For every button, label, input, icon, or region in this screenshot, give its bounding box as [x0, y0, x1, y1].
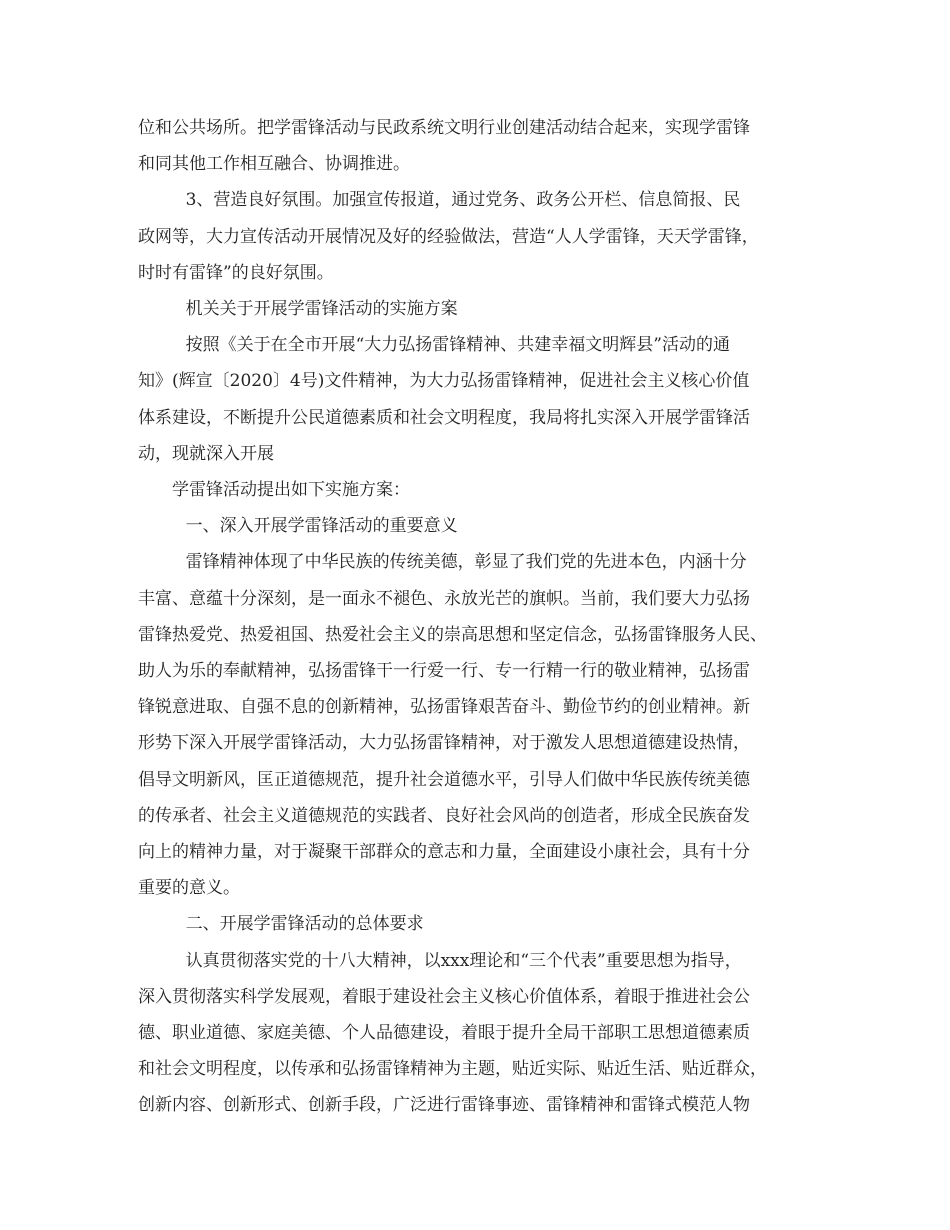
text-line: 二、开展学雷锋活动的总体要求 [185, 914, 424, 935]
text-line: 重要的意义。 [138, 878, 240, 899]
paragraph-atmosphere [138, 182, 828, 291]
text-line: 创新内容、创新形式、创新手段，广泛进行雷锋事迹、雷锋精神和雷锋式模范人物 [138, 1095, 750, 1116]
text-line: 时时有雷锋”的良好氛围。 [138, 262, 334, 283]
document-body [138, 110, 828, 1124]
text-line: 丰富、意蕴十分深刻，是一面永不褪色、永放光芒的旗帜。当前，我们要大力弘扬 [138, 588, 750, 609]
text-line: 和同其他工作相互融合、协调推进。 [138, 154, 410, 175]
paragraph-plan-lead [138, 472, 828, 508]
text-line: 动，现就深入开展 [138, 443, 274, 464]
text-line: 形势下深入开展学雷锋活动，大力弘扬雷锋精神，对于激发人思想道德建设热情， [138, 733, 750, 754]
text-line: 学雷锋活动提出如下实施方案： [172, 480, 410, 501]
text-line: 机关关于开展学雷锋活动的实施方案 [185, 299, 458, 320]
text-line: 位和公共场所。把学雷锋活动与民政系统文明行业创建活动结合起来，实现学雷锋 [138, 118, 750, 138]
text-line: 认真贯彻落实党的十八大精神，以xxx理论和“三个代表”重要思想为指导， [185, 950, 742, 971]
text-line: 锋锐意进取、自强不息的创新精神，弘扬雷锋艰苦奋斗、勤俭节约的创业精神。新 [138, 697, 750, 718]
section-title [138, 291, 828, 327]
text-line: 倡导文明新风，匡正道德规范，提升社会道德水平，引导人们做中华民族传统美德 [138, 769, 750, 790]
text-line: 德、职业道德、家庭美德、个人品德建设，着眼于提升全局干部职工思想道德素质 [138, 1023, 750, 1044]
text-line: 和社会文明程度，以传承和弘扬雷锋精神为主题，贴近实际、贴近生活、贴近群众， [138, 1059, 767, 1080]
heading-requirements [138, 906, 828, 942]
text-line: 3、营造良好氛围。加强宣传报道，通过党务、政务公开栏、信息简报、民 [185, 190, 741, 211]
text-line: 雷锋热爱党、热爱祖国、热爱社会主义的崇高思想和坚定信念，弘扬雷锋服务人民、 [138, 624, 767, 645]
text-line: 深入贯彻落实科学发展观，着眼于建设社会主义核心价值体系，着眼于推进社会公 [138, 986, 750, 1007]
paragraph-continuation [138, 110, 828, 182]
paragraph-intro [138, 327, 828, 472]
text-line: 体系建设，不断提升公民道德素质和社会文明程度，我局将扎实深入开展学雷锋活 [138, 407, 750, 428]
text-line: 的传承者、社会主义道德规范的实践者、良好社会风尚的创造者，形成全民族奋发 [138, 805, 750, 826]
text-line: 一、深入开展学雷锋活动的重要意义 [185, 516, 458, 537]
paragraph-requirements [138, 943, 828, 1124]
text-line: 向上的精神力量，对于凝聚干部群众的意志和力量，全面建设小康社会，具有十分 [138, 842, 750, 863]
text-line: 政网等，大力宣传活动开展情况及好的经验做法，营造“人人学雷锋，天天学雷锋， [138, 226, 759, 247]
text-line: 雷锋精神体现了中华民族的传统美德，彰显了我们党的先进本色，内涵十分 [185, 552, 747, 573]
paragraph-significance [138, 544, 828, 906]
text-line: 按照《关于在全市开展“大力弘扬雷锋精神、共建幸福文明辉县”活动的通 [185, 335, 730, 356]
text-line: 助人为乐的奉献精神，弘扬雷锋干一行爱一行、专一行精一行的敬业精神，弘扬雷 [138, 661, 750, 682]
heading-significance [138, 508, 828, 544]
text-line: 知》(辉宣〔2020〕4号)文件精神，为大力弘扬雷锋精神，促进社会主义核心价值 [138, 371, 750, 392]
